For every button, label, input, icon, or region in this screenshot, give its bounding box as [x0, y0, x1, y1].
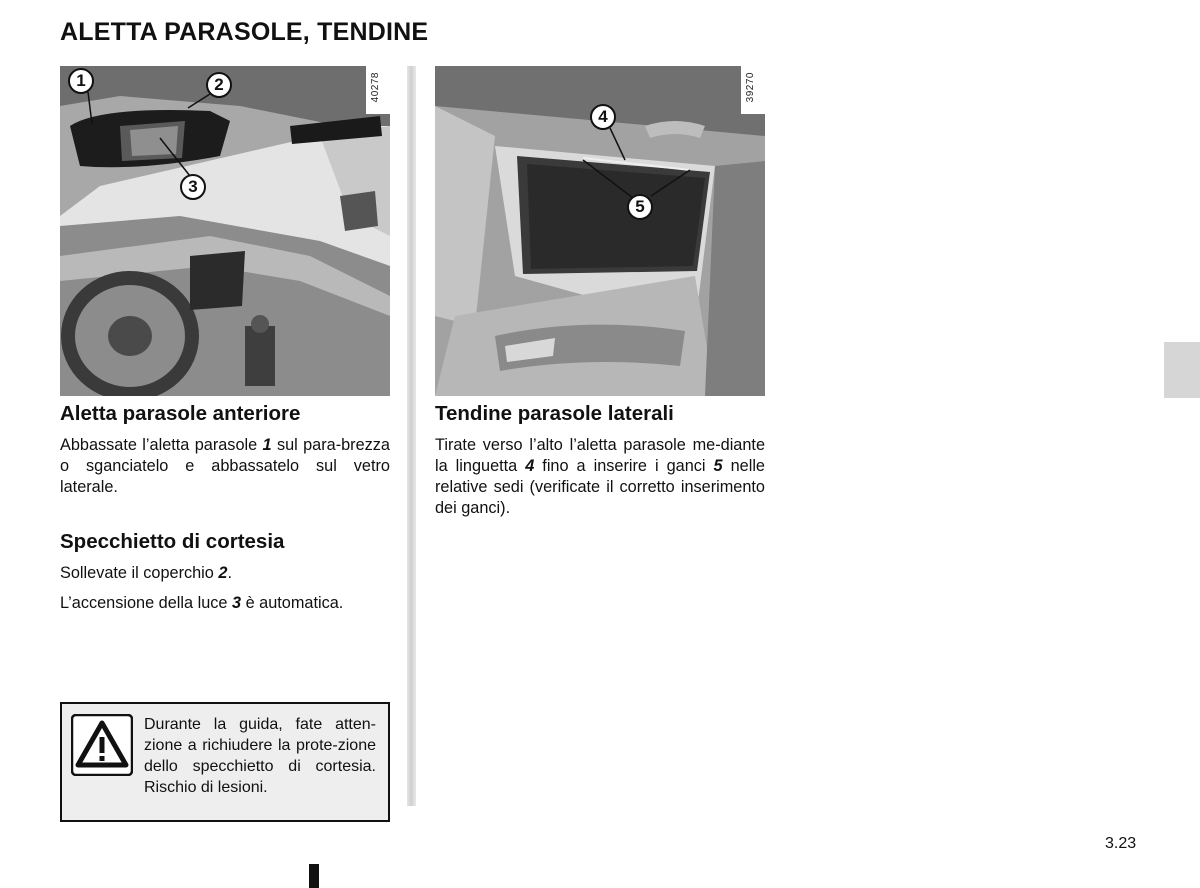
figure-front-visor: [60, 66, 390, 396]
ref-number: 2: [218, 564, 228, 582]
text-vanity-mirror-2: [60, 593, 390, 614]
leader-lines-right: [435, 66, 765, 396]
warning-triangle-icon: [71, 714, 133, 776]
text-run: Tirate verso l’alto l’aletta parasole me-diante la linguetta: [435, 436, 765, 475]
column-divider: [407, 66, 416, 806]
bottom-mark: [309, 864, 319, 888]
text-run: nelle relative sedi (verificate il corretto inserimento dei ganci).: [435, 457, 765, 517]
text-run: L’accensione della luce: [60, 594, 232, 612]
ref-number: 4: [525, 457, 535, 475]
text-run: sul para-brezza o sganciatelo e abbassatelo sul vetro laterale.: [60, 436, 390, 496]
page-number: 3.23: [1105, 835, 1137, 852]
callout-2: 2: [206, 72, 232, 98]
text-vanity-mirror-1: [60, 563, 390, 584]
text-run: .: [227, 564, 232, 582]
callout-4: 4: [590, 104, 616, 130]
warning-text: Durante la guida, fate atten-zione a richiudere la prote-zione dello specchietto di cortesia. Rischio di lesioni.: [144, 716, 376, 796]
callout-3: 3: [180, 174, 206, 200]
text-run: è automatica.: [241, 594, 344, 612]
figure-side-blinds: [435, 66, 765, 396]
ref-number: 3: [231, 594, 242, 612]
ref-number: 5: [713, 457, 723, 475]
figure-code: 39270: [745, 72, 756, 103]
callout-1: 1: [68, 68, 94, 94]
text-run: Abbassate l’aletta parasole: [60, 436, 263, 454]
chapter-tab: [1164, 342, 1200, 398]
text-side-blinds: [435, 435, 765, 519]
figure-code: 40278: [370, 72, 381, 103]
text-run: Sollevate il coperchio: [60, 564, 219, 582]
text-front-visor: [60, 435, 390, 498]
page-title: ALETTA PARASOLE, TENDINE: [60, 18, 429, 46]
ref-number: 1: [262, 436, 272, 454]
callout-5: 5: [627, 194, 653, 220]
heading-side-blinds: Tendine parasole laterali: [435, 402, 674, 425]
heading-front-visor: Aletta parasole anteriore: [60, 402, 301, 425]
heading-vanity-mirror: Specchietto di cortesia: [60, 530, 285, 553]
text-run: fino a inserire i ganci: [534, 457, 714, 475]
warning-box: [60, 702, 390, 822]
leader-lines: [60, 66, 390, 396]
